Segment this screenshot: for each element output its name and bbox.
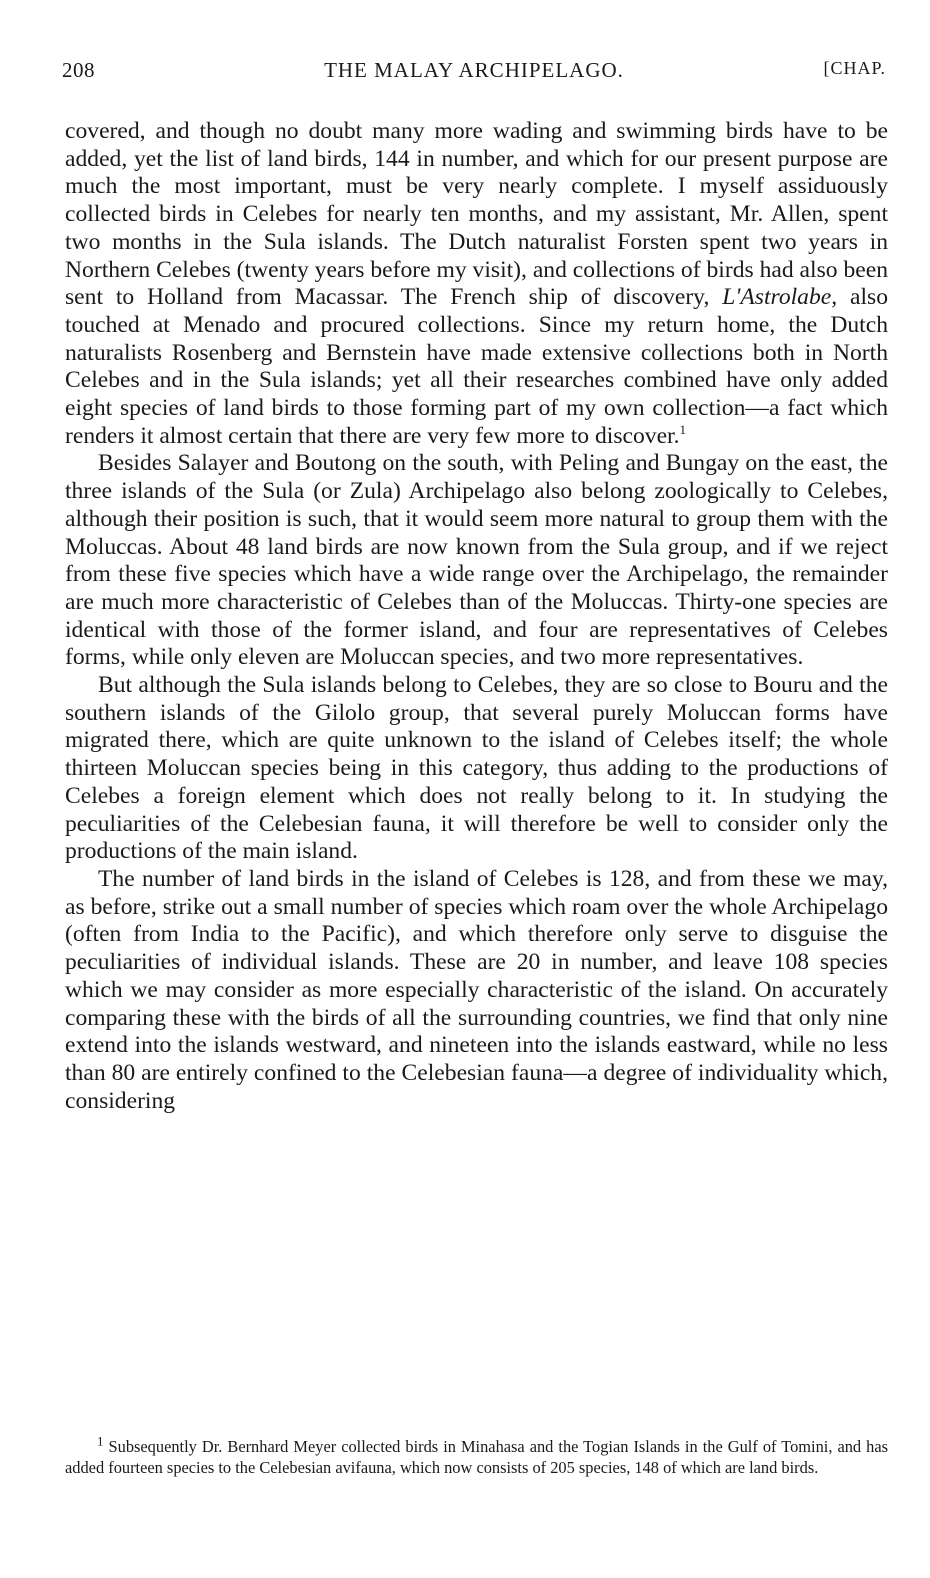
chapter-mark: [CHAP. bbox=[823, 58, 886, 78]
footnote-paragraph bbox=[65, 1433, 888, 1478]
running-header bbox=[62, 58, 886, 90]
paragraph-3: But although the Sula islands belong to Celebes, they are so close to Bouru and the southern islands of the Gilolo group, that several purely Moluccan forms have migrated there, which are quite unknown to the island of Celebes itself; the whole thirteen Moluccan species being in this category, thus adding to the productions of Celebes a foreign element which does not really belong to it. In studying the peculiarities of the Celebesian fauna, it will therefore be well to consider only the productions of the main island. bbox=[65, 672, 888, 865]
footnote-mark: 1 bbox=[97, 1433, 104, 1449]
footnote-text: Subsequently Dr. Bernhard Meyer collected birds in Minahasa and the Togian Islands in the Gulf of Tomini, and has added fourteen species to the Celebesian avifauna, which now consists of 205 species, 148 of which are land birds. bbox=[65, 1437, 888, 1477]
paragraph-2: Besides Salayer and Boutong on the south, with Peling and Bungay on the east, the three islands of the Sula (or Zula) Archipelago also belong zoologically to Celebes, although their position is such, that it would seem more natural to group them with the Moluccas. About 48 land birds are now known from the Sula group, and if we reject from these five species which have a wide range over the Archipelago, the remainder are much more characteristic of Celebes than of the Moluccas. Thirty-one species are identical with those of the former island, and four are representatives of Celebes forms, while only eleven are Moluccan species, and two more representatives. bbox=[65, 450, 888, 671]
paragraph-1-text-a: covered, and though no doubt many more wading and swimming birds have to be added, yet the list of land birds, 144 in number, and which for our present purpose are much the most important, must be very nearly complete. I myself assiduously collected birds in Celebes for nearly ten months, and my assistant, Mr. Allen, spent two months in the Sula islands. The Dutch naturalist Forsten spent two years in Northern Celebes (twenty years before my visit), and collections of birds had also been sent to Holland from Macassar. The French ship of discovery, bbox=[65, 118, 888, 311]
page-number: 208 bbox=[62, 58, 95, 82]
paragraph-4: The number of land birds in the island of Celebes is 128, and from these we may, as before, strike out a small number of species which roam over the whole Archipelago (often from India to the Pacific), and which therefore only serve to disguise the peculiarities of individual islands. These are 20 in number, and leave 108 species which we may consider as more especially characteristic of the island. On accurately comparing these with the birds of all the surrounding countries, we find that only nine extend into the islands westward, and nineteen into the islands eastward, while no less than 80 are entirely confined to the Celebesian fauna—a degree of individuality which, considering bbox=[65, 865, 888, 1114]
ship-name: L'Astrolabe, bbox=[722, 284, 838, 311]
main-text bbox=[65, 118, 888, 1115]
running-title: THE MALAY ARCHIPELAGO. bbox=[324, 58, 624, 82]
paragraph-1 bbox=[65, 118, 888, 450]
footnote-reference: 1 bbox=[679, 421, 686, 437]
footnote bbox=[65, 1433, 888, 1478]
paragraph-1-text-b: also touched at Menado and procured collections. Since my return home, the Dutch naturalists Rosenberg and Bernstein have made extensive collections both in North Celebes and in the Sula islands; yet all their researches combined have only added eight species of land birds to those forming part of my own collection—a fact which renders it almost certain that there are very few more to discover. bbox=[65, 284, 889, 449]
